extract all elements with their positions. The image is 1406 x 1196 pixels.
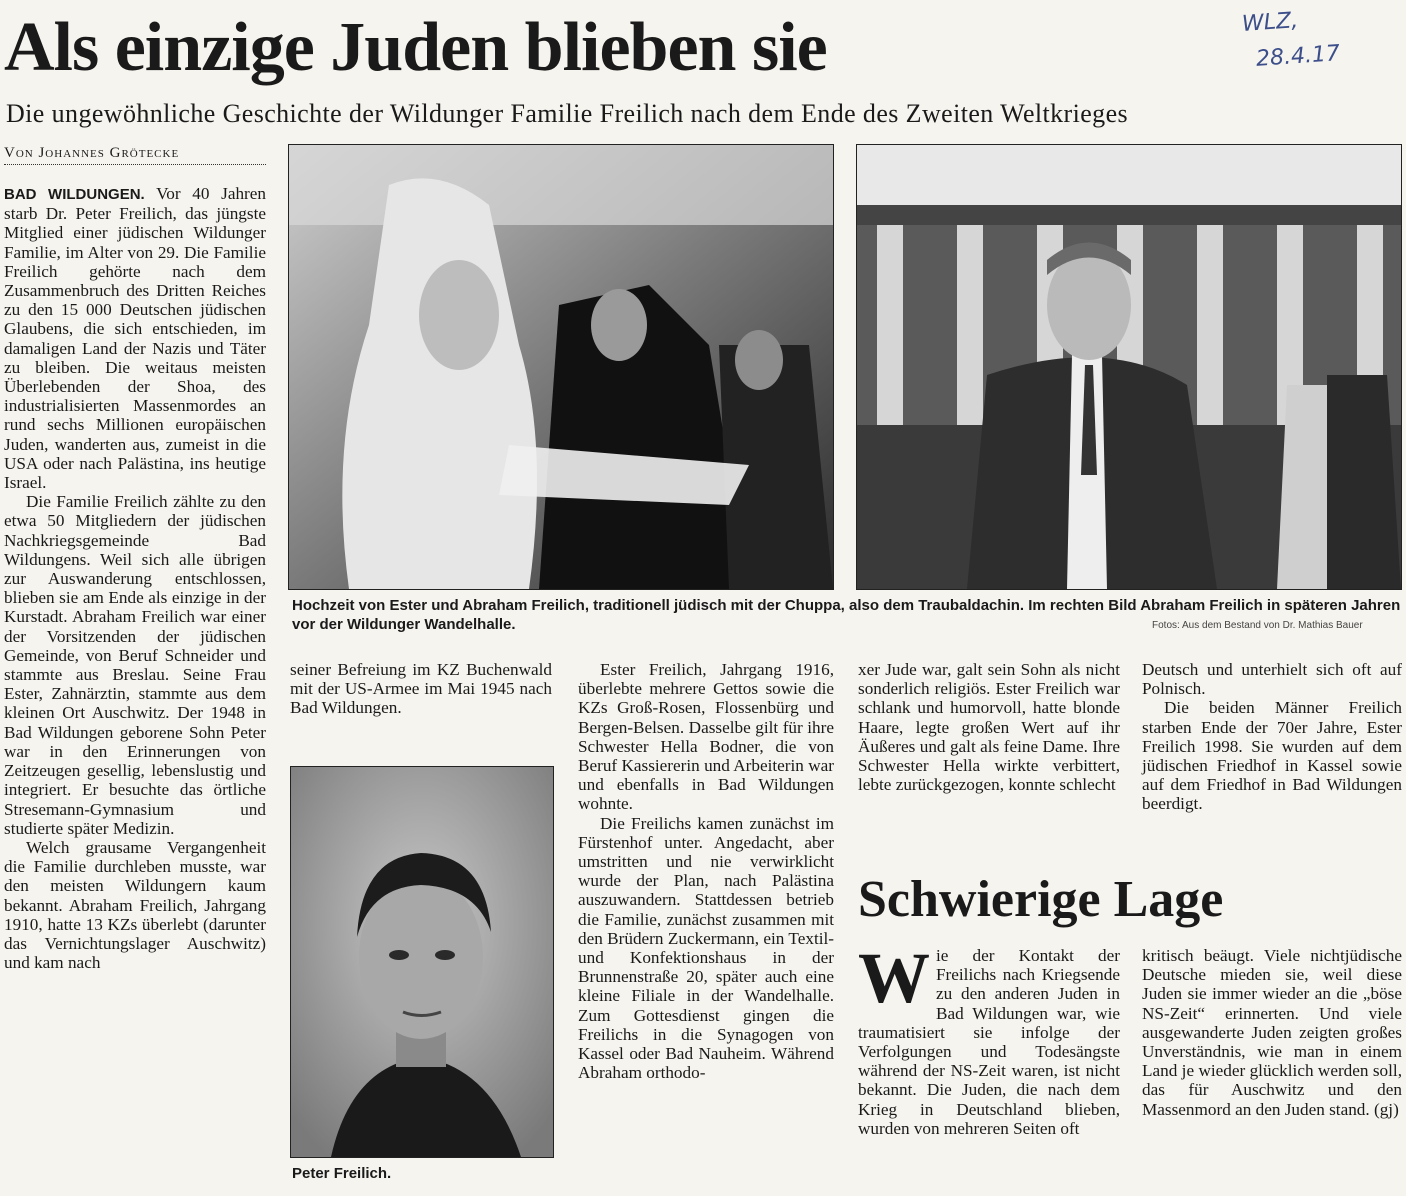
- peter-photo-image: [291, 767, 553, 1157]
- article-column-4-bottom: [858, 938, 1120, 1138]
- drop-cap: W: [858, 938, 930, 1018]
- article-column-5-bottom: [1142, 946, 1402, 1119]
- paragraph: Die Familie Freilich zählte zu den etwa 50 Mitgliedern der jüdischen Nachkriegsgemeinde Bad Wildungens. Weil sich alle übrigen zur Auswanderung entschlossen, blieben sie am Ende als einzige in der Kurstadt. Abraham Freilich war einer der Vorsitzenden der jüdischen Gemeinde, von Beruf Schneider und stammte aus Breslau. Seine Frau Ester, Zahnärztin, stammte aus dem kleinen Ort Auschwitz. Der 1948 in Bad Wildungen geborene Sohn Peter war in den Erinnerungen von Zeitzeugen gesellig, lebenslustig und integriert. Er besuchte das örtliche Stresemann-Gymnasium und studierte später Medizin.: [4, 492, 266, 838]
- paragraph: Ester Freilich, Jahrgang 1916, überlebte mehrere Gettos sowie die KZs Groß-Rosen, Flossenbürg und Bergen-Belsen. Dasselbe gilt für ihre Schwester Hella Bodner, die von Beruf Kassiererin und Arbeiterin war und ebenfalls in Bad Wildungen wohnte.: [578, 660, 834, 814]
- paragraph-text: ie der Kontakt der Freilichs nach Kriegsende zu den anderen Juden in Bad Wildungen war, wie traumatisiert sie infolge der Verfolgungen und Todesängste während der NS-Zeit waren, ist nicht bekannt. Die Juden, die nach dem Krieg in Deutschland blieben, wurden von mehreren Seiten oft: [858, 946, 1120, 1138]
- handwritten-note: [1232, 4, 1402, 84]
- paragraph: [858, 938, 1120, 1138]
- handwritten-note-line2: 28.4.17: [1255, 41, 1341, 72]
- paragraph: Deutsch und unterhielt sich oft auf Polnisch.: [1142, 660, 1402, 699]
- abraham-photo-image: [857, 145, 1401, 589]
- paragraph: seiner Befreiung im KZ Buchenwald mit der US-Armee im Mai 1945 nach Bad Wildungen.: [290, 660, 552, 718]
- wedding-photo-image: [289, 145, 833, 589]
- paragraph: Die beiden Männer Freilich starben Ende der 70er Jahre, Ester Freilich 1998. Sie wurden auf dem jüdischen Friedhof in Kassel sowie auf dem Friedhof in Bad Wildungen beerdigt.: [1142, 698, 1402, 814]
- wedding-photo: [288, 144, 834, 590]
- paragraph: Die Freilichs kamen zunächst im Fürstenhof unter. Angedacht, aber umstritten und nie verwirklicht wurde der Plan, nach Palästina auszuwandern. Stattdessen betrieb die Familie, zunächst zusammen mit den Brüdern Zuckermann, ein Textil- und Konfektionshaus in der Brunnenstraße 20, später auch eine kleine Filiale in der Wandelhalle. Zum Gottesdienst gingen die Freilichs in die Synagogen von Kassel oder Bad Nauheim. Während Abraham orthodo-: [578, 813, 834, 1083]
- byline: Von Johannes Grötecke: [4, 145, 266, 165]
- article-column-1: [4, 184, 266, 972]
- article-column-3: [578, 660, 834, 1082]
- article-column-5: [1142, 660, 1402, 814]
- photo-credit: Fotos: Aus dem Bestand von Dr. Mathias Bauer: [1152, 620, 1363, 631]
- subheadline: Die ungewöhnliche Geschichte der Wildunger Familie Freilich nach dem Ende des Zweiten Weltkrieges: [6, 99, 1129, 128]
- section-heading: Schwierige Lage: [858, 871, 1224, 928]
- photo-caption: Hochzeit von Ester und Abraham Freilich, traditionell jüdisch mit der Chuppa, also dem Traubaldachin. Im rechten Bild Abraham Freilich in späteren Jahren vor der Wildunger Wandelhalle.: [292, 597, 1401, 633]
- peter-photo: [290, 766, 554, 1158]
- peter-caption: Peter Freilich.: [292, 1165, 392, 1182]
- abraham-photo: [856, 144, 1402, 590]
- paragraph: kritisch beäugt. Viele nichtjüdische Deutsche mieden sie, weil diese Juden sie immer wieder an die „böse NS-Zeit“ erinnerten. Und viele ausgewanderte Juden zeigten großes Unverständnis, wie man in einem Land je wieder glücklich werden soll, das für Auschwitz und den Massenmord an den Juden stand. (gj): [1142, 946, 1402, 1119]
- handwritten-note-line1: WLZ,: [1241, 8, 1299, 37]
- paragraph: xer Jude war, galt sein Sohn als nicht sonderlich religiös. Ester Freilich war schlank und humorvoll, hatte blonde Haare, legte großen Wert auf ihr Äußeres und galt als feine Dame. Ihre Schwester Hella wirkte verbittert, lebte zurückgezogen, konnte schlecht: [858, 660, 1120, 795]
- paragraph: Welch grausame Vergangenheit die Familie durchleben musste, war den meisten Wildungern kaum bekannt. Abraham Freilich, Jahrgang 1910, hatte 13 KZs überlebt (darunter das Vernichtungslager Auschwitz) und kam nach: [4, 837, 266, 973]
- paragraph: [4, 184, 266, 492]
- article-column-2: [290, 660, 552, 718]
- headline: Als einzige Juden blieben sie: [4, 9, 827, 86]
- paragraph-text: Vor 40 Jahren starb Dr. Peter Freilich, das jüngste Mitglied einer jüdischen Wildunger Familie, im Alter von 29. Die Familie Freilich gehörte nach dem Zusammenbruch des Dritten Reiches zu den 15 000 Deutschen jüdischen Glaubens, die sich entschieden, im damaligen Land der Nazis und Täter zu bleiben. Die weitaus meisten Überlebenden der Shoa, des industrialisierten Massenmordes an rund sechs Millionen europäischen Juden, wanderten aus, zumeist in die USA oder nach Palästina, ins heutige Israel.: [4, 184, 266, 493]
- dateline: BAD WILDUNGEN.: [4, 186, 145, 203]
- article-column-4: [858, 660, 1120, 794]
